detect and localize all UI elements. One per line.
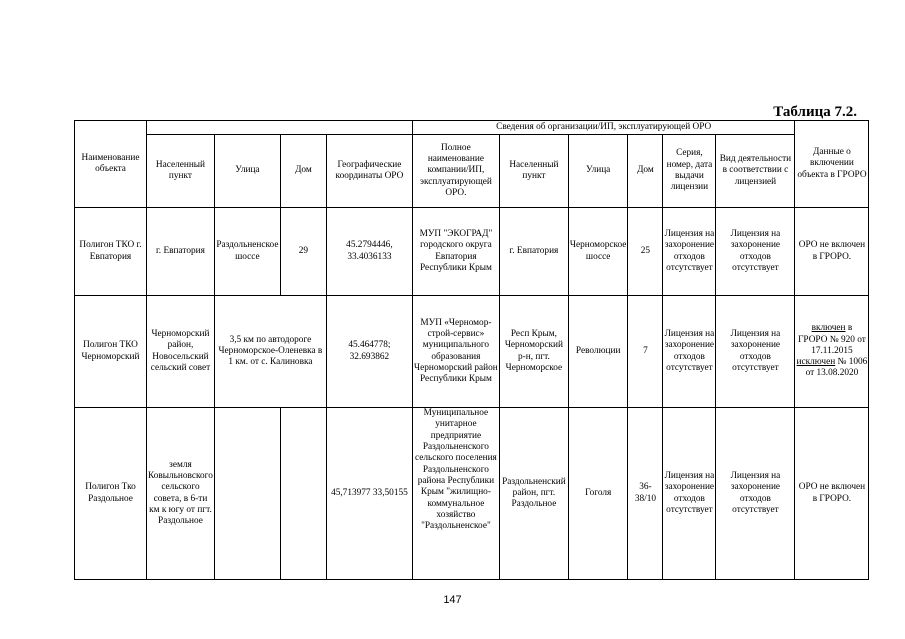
cell-house: 29 xyxy=(280,208,326,296)
cell-org-name xyxy=(412,408,499,580)
header-org-group: Сведения об организации/ИП, эксплуатирующей ОРО xyxy=(412,121,795,135)
table-row xyxy=(75,408,869,580)
cell-locality: г. Евпатория xyxy=(147,208,215,296)
cell-locality: земля Ковыльновского сельского совета, в 6-ти км к югу от пгт. Раздольное xyxy=(147,408,215,580)
cell-org-street: Гоголя xyxy=(568,408,628,580)
cell-org-house: 25 xyxy=(628,208,663,296)
header-object-name: Наименование объекта xyxy=(75,121,147,208)
table-row xyxy=(75,208,869,296)
cell-house xyxy=(280,408,326,580)
header-org-name: Полное наименование компании/ИП, эксплуатирующей ОРО. xyxy=(412,135,499,208)
cell-org-locality: Раздольненский район, пгт. Раздольное xyxy=(499,408,568,580)
cell-activity: Лицензия на захоронение отходов отсутствует xyxy=(716,408,795,580)
table-row xyxy=(75,296,869,408)
cell-org-street: Черноморское шоссе xyxy=(568,208,628,296)
header-org-house: Дом xyxy=(628,135,663,208)
header-org-locality: Населенный пункт xyxy=(499,135,568,208)
header-locality: Населенный пункт xyxy=(147,135,215,208)
cell-org-name: МУП "ЭКОГРАД" городского округа Евпатория Республики Крым xyxy=(412,208,499,296)
cell-street-merged: 3,5 км по автодороге Черноморское-Оленевка в 1 км. от с. Калиновка xyxy=(214,296,326,408)
groro-included-mark: включен xyxy=(811,323,846,334)
cell-object: Полигон ТКО г. Евпатория xyxy=(75,208,147,296)
header-org-street: Улица xyxy=(568,135,628,208)
cell-org-locality: г. Евпатория xyxy=(499,208,568,296)
header-street: Улица xyxy=(214,135,280,208)
header-license: Серия, номер, дата выдачи лицензии xyxy=(663,135,716,208)
cell-org-house: 36-38/10 xyxy=(628,408,663,580)
cell-org-house: 7 xyxy=(628,296,663,408)
header-groro: Данные о включении объекта в ГРОРО xyxy=(795,121,869,208)
table-caption: Таблица 7.2. xyxy=(773,104,857,120)
cell-org-name: МУП «Черномор-строй-сервис» муниципального образования Черноморский район Республики Крым xyxy=(412,296,499,408)
org-name-text: Муниципальное унитарное предприятие Раздольненского сельского поселения Раздольненского района Республики Крым "жилищно-коммунальное хозяйство "Раздольненское" xyxy=(415,408,497,532)
page-number: 147 xyxy=(443,594,462,606)
cell-groro xyxy=(795,296,869,408)
header-coords: Географические координаты ОРО xyxy=(326,135,412,208)
cell-org-locality: Респ Крым, Черноморский р-н, пгт. Черноморское xyxy=(499,296,568,408)
cell-activity: Лицензия на захоронение отходов отсутствует xyxy=(716,296,795,408)
cell-groro: ОРО не включен в ГРОРО. xyxy=(795,408,869,580)
oro-table xyxy=(74,120,869,580)
cell-license: Лицензия на захоронение отходов отсутствует xyxy=(663,296,716,408)
groro-included-text: в ГРОРО № 920 от 17.11.2015 xyxy=(798,323,866,356)
cell-org-street: Революции xyxy=(568,296,628,408)
cell-street xyxy=(214,408,280,580)
cell-coords: 45.2794446, 33.4036133 xyxy=(326,208,412,296)
cell-coords: 45.464778; 32.693862 xyxy=(326,296,412,408)
groro-excluded-text: № 1006 от 13.08.2020 xyxy=(805,357,868,379)
groro-excluded-mark: исключен xyxy=(796,357,836,368)
cell-object: Полигон ТКО Черноморский xyxy=(75,296,147,408)
header-house: Дом xyxy=(280,135,326,208)
header-spacer xyxy=(147,121,413,135)
cell-groro: ОРО не включен в ГРОРО. xyxy=(795,208,869,296)
cell-locality: Черноморский район, Новосельский сельский совет xyxy=(147,296,215,408)
cell-activity: Лицензия на захоронение отходов отсутствует xyxy=(716,208,795,296)
header-activity: Вид деятельности в соответствии с лицензией xyxy=(716,135,795,208)
cell-license: Лицензия на захоронение отходов отсутствует xyxy=(663,408,716,580)
cell-coords: 45,713977 33,50155 xyxy=(326,408,412,580)
cell-license: Лицензия на захоронение отходов отсутствует xyxy=(663,208,716,296)
cell-street: Раздольненское шоссе xyxy=(214,208,280,296)
cell-object: Полигон Тко Раздольное xyxy=(75,408,147,580)
